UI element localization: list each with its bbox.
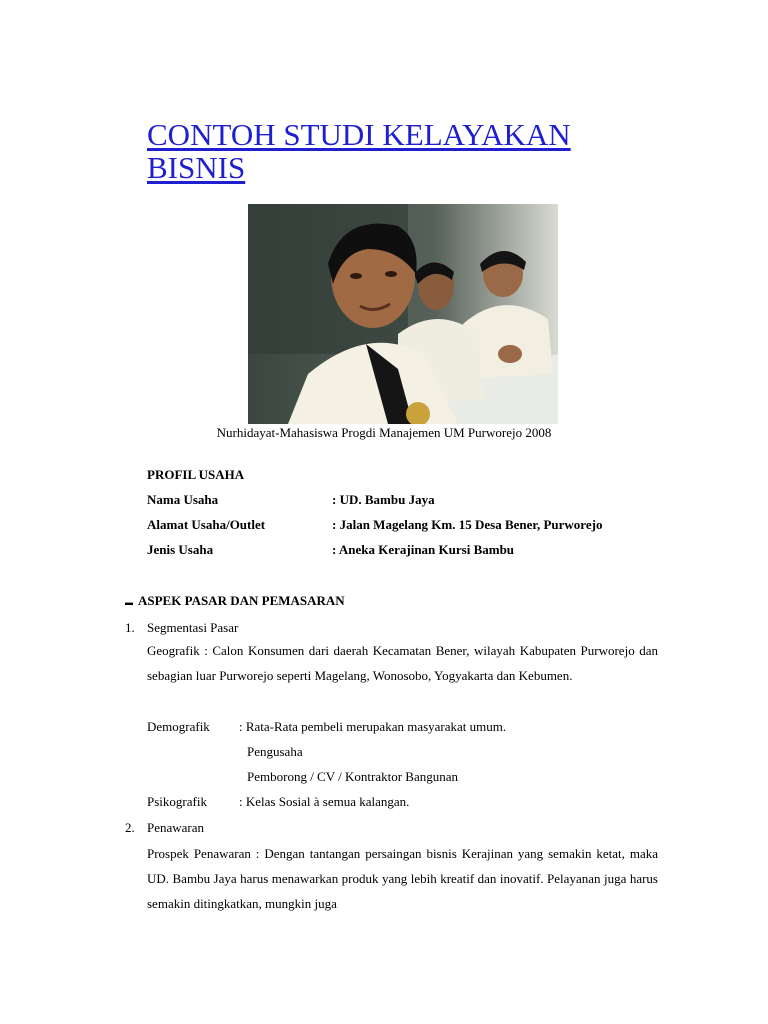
student-photo	[248, 204, 558, 424]
section-heading-text: ASPEK PASAR DAN PEMASARAN	[138, 593, 345, 608]
document-title-link[interactable]: CONTOH STUDI KELAYAKAN BISNIS	[147, 117, 571, 185]
profile-label: Nama Usaha	[147, 492, 219, 507]
profile-value: : Jalan Magelang Km. 15 Desa Bener, Purworejo	[332, 517, 603, 532]
demografik-label: Demografik	[147, 719, 210, 734]
psikografik-value: : Kelas Sosial à semua kalangan.	[239, 794, 410, 809]
profile-value: : Aneka Kerajinan Kursi Bambu	[332, 542, 515, 557]
demografik-line: : Rata-Rata pembeli merupakan masyarakat umum.	[239, 719, 507, 734]
geografik-paragraph: Geografik : Calon Konsumen dari daerah Kecamatan Bener, wilayah Kabupaten Purworejo dan sebagian luar Purworejo seperti Magelang, Wonosobo, Yogyakarta dan Kebumen.	[147, 643, 658, 683]
list-item-title: Segmentasi Pasar	[147, 620, 239, 635]
prospek-paragraph: Prospek Penawaran : Dengan tantangan persaingan bisnis Kerajinan yang semakin ketat, maka UD. Bambu Jaya harus menawarkan produk yang lebih kreatif dan inovatif. Pelayanan juga harus semakin ditingkatkan, mungkin juga	[147, 846, 658, 911]
profile-heading: PROFIL USAHA	[147, 467, 245, 482]
profile-row-nama-usaha	[147, 491, 667, 509]
list-item-penawaran	[125, 819, 204, 836]
profile-row-alamat-usaha	[147, 516, 667, 534]
list-item-title: Penawaran	[147, 820, 205, 835]
demografik-line: Pengusaha	[247, 744, 303, 759]
psikografik-label: Psikografik	[147, 794, 207, 809]
list-number: 1.	[125, 620, 135, 635]
profile-label: Jenis Usaha	[147, 542, 214, 557]
profile-row-jenis-usaha	[147, 541, 667, 559]
list-item-segmentasi	[125, 619, 238, 636]
profile-label: Alamat Usaha/Outlet	[147, 517, 266, 532]
photo-caption: Nurhidayat-Mahasiswa Progdi Manajemen UM Purworejo 2008	[216, 425, 552, 440]
profile-value: : UD. Bambu Jaya	[332, 492, 435, 507]
list-number: 2.	[125, 820, 135, 835]
bullet-marker-icon: ▬	[125, 598, 133, 607]
section-heading	[125, 592, 345, 611]
demografik-line: Pemborong / CV / Kontraktor Bangunan	[247, 769, 458, 784]
